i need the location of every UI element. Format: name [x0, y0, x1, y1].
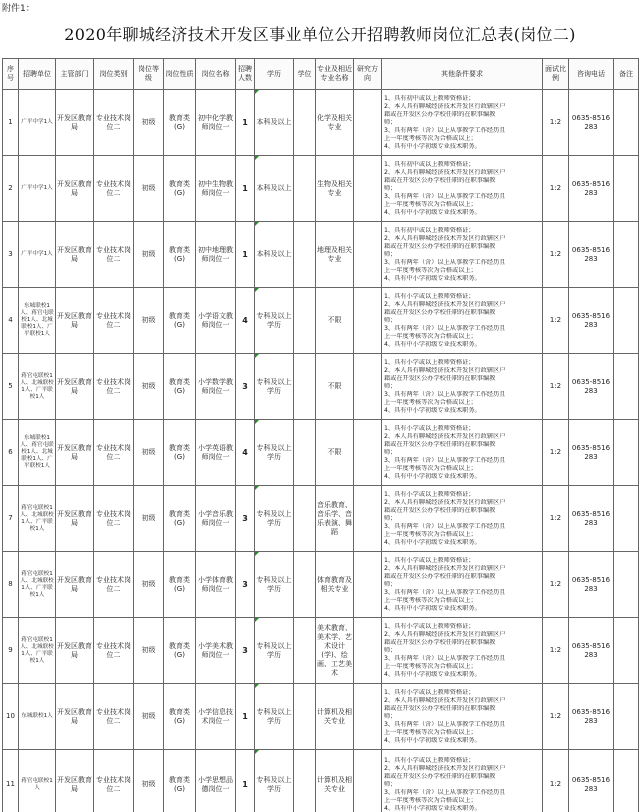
- hiring-unit-cell: 广平中学1人: [19, 156, 56, 222]
- hire-count-cell: 3: [236, 354, 255, 420]
- recruitment-table: [2, 58, 639, 812]
- requirement-line: 上一年度考核等次为合格或以上；: [384, 398, 477, 406]
- hire-count-cell: 1: [236, 156, 255, 222]
- requirement-line: 师；: [384, 514, 397, 522]
- hire-count-cell: 4: [236, 420, 255, 486]
- phone-cell: 0635-8516283: [569, 222, 614, 288]
- header-cell: 研究方向: [354, 59, 382, 90]
- header-cell: 学位: [294, 59, 316, 90]
- research-direction-cell: [354, 618, 382, 684]
- table-row: [3, 288, 639, 354]
- hiring-unit-cell: 蒋官屯联校1人: [19, 750, 56, 812]
- post-level-cell: 初级: [134, 354, 164, 420]
- interview-ratio-cell: 1:2: [543, 618, 569, 684]
- header-cell: 主管部门: [56, 59, 94, 90]
- requirement-line: 3、具有两年（含）以上从事教学工作经历且: [384, 258, 506, 266]
- post-name-cell: 小学语文教师岗位一: [196, 288, 236, 354]
- requirement-line: 4、具有中小学初级专业技术职务。: [384, 274, 481, 282]
- major-cell: 不限: [316, 354, 354, 420]
- header-cell: 岗位名称: [196, 59, 236, 90]
- requirement-line: 2、本人具有聊城经济技术开发区行政辖区户: [384, 234, 506, 242]
- requirement-line: 上一年度考核等次为合格或以上；: [384, 530, 477, 538]
- degree-cell: [294, 288, 316, 354]
- hire-count-cell: 1: [236, 684, 255, 750]
- requirement-line: 籍或在开发区公办学校任职的在职事编教: [384, 704, 496, 712]
- major-cell: 生物及相关专业: [316, 156, 354, 222]
- requirement-line: 3、具有两年（含）以上从事教学工作经历且: [384, 324, 506, 332]
- requirements-cell: [382, 90, 543, 156]
- research-direction-cell: [354, 222, 382, 288]
- degree-cell: [294, 684, 316, 750]
- post-level-cell: 初级: [134, 750, 164, 812]
- phone-cell: 0635-8516283: [569, 750, 614, 812]
- interview-ratio-cell: 1:2: [543, 90, 569, 156]
- degree-cell: [294, 618, 316, 684]
- requirement-line: 师；: [384, 646, 397, 654]
- hiring-unit-cell: 东城联校1人、蒋官屯联校1人、北城联校1人、广平联校1人: [19, 288, 56, 354]
- requirement-line: 1、具有初中或以上教师资格证；: [384, 94, 475, 102]
- requirements-cell: [382, 420, 543, 486]
- post-category-cell: 专业技术岗位二: [94, 618, 134, 684]
- interview-ratio-cell: 1:2: [543, 684, 569, 750]
- education-cell: 本科及以上: [255, 222, 294, 288]
- document-title: 2020年聊城经济技术开发区事业单位公开招聘教师岗位汇总表(岗位二): [64, 25, 576, 44]
- requirement-line: 4、具有中小学初级专业技术职务。: [384, 142, 481, 150]
- research-direction-cell: [354, 750, 382, 812]
- hire-count-cell: 3: [236, 552, 255, 618]
- requirement-line: 师；: [384, 448, 397, 456]
- note-cell: [614, 552, 639, 618]
- requirement-line: 4、具有中小学初级专业技术职务。: [384, 736, 481, 744]
- post-level-cell: 初级: [134, 618, 164, 684]
- post-nature-cell: 教育类(G): [164, 618, 196, 684]
- requirement-line: 1、具有小学或以上教师资格证；: [384, 756, 475, 764]
- post-category-cell: 专业技术岗位二: [94, 156, 134, 222]
- research-direction-cell: [354, 90, 382, 156]
- department-cell: 开发区教育局: [56, 684, 94, 750]
- annex-label: 附件1：: [2, 4, 35, 14]
- hiring-unit-cell: 广平中学1人: [19, 222, 56, 288]
- department-cell: 开发区教育局: [56, 486, 94, 552]
- table-row: [3, 222, 639, 288]
- hiring-unit-cell: 东城联校1人、蒋官屯联校1人、北城联校1人、广平联校1人: [19, 420, 56, 486]
- phone-cell: 0635-8516283: [569, 354, 614, 420]
- requirement-line: 师；: [384, 780, 397, 788]
- department-cell: 开发区教育局: [56, 222, 94, 288]
- note-cell: [614, 618, 639, 684]
- phone-cell: 0635-8516283: [569, 420, 614, 486]
- hiring-unit-cell: 蒋官屯联校1人、北城联校1人、广平联校1人: [19, 552, 56, 618]
- department-cell: 开发区教育局: [56, 90, 94, 156]
- requirement-line: 上一年度考核等次为合格或以上；: [384, 200, 477, 208]
- requirement-line: 2、本人具有聊城经济技术开发区行政辖区户: [384, 102, 506, 110]
- phone-cell: 0635-8516283: [569, 486, 614, 552]
- requirement-line: 上一年度考核等次为合格或以上；: [384, 796, 477, 804]
- post-name-cell: 初中化学教师岗位一: [196, 90, 236, 156]
- requirement-line: 1、具有初中或以上教师资格证；: [384, 226, 475, 234]
- header-cell: 其他条件要求: [382, 59, 543, 90]
- department-cell: 开发区教育局: [56, 354, 94, 420]
- table-row: [3, 552, 639, 618]
- requirement-line: 2、本人具有聊城经济技术开发区行政辖区户: [384, 300, 506, 308]
- requirement-line: 籍或在开发区公办学校任职的在职事编教: [384, 572, 496, 580]
- requirement-line: 3、具有两年（含）以上从事教学工作经历且: [384, 126, 506, 134]
- post-level-cell: 初级: [134, 486, 164, 552]
- post-category-cell: 专业技术岗位二: [94, 90, 134, 156]
- post-nature-cell: 教育类(G): [164, 222, 196, 288]
- requirement-line: 1、具有小学或以上教师资格证；: [384, 424, 475, 432]
- interview-ratio-cell: 1:2: [543, 354, 569, 420]
- requirement-line: 3、具有两年（含）以上从事教学工作经历且: [384, 654, 506, 662]
- requirement-line: 1、具有小学或以上教师资格证；: [384, 292, 475, 300]
- hiring-unit-cell: 蒋官屯联校1人、北城联校1人、广平联校1人: [19, 486, 56, 552]
- hire-count-cell: 3: [236, 618, 255, 684]
- requirement-line: 4、具有中小学初级专业技术职务。: [384, 538, 481, 546]
- research-direction-cell: [354, 156, 382, 222]
- department-cell: 开发区教育局: [56, 618, 94, 684]
- education-cell: 专科及以上学历: [255, 288, 294, 354]
- research-direction-cell: [354, 684, 382, 750]
- hire-count-cell: 1: [236, 222, 255, 288]
- requirement-line: 3、具有两年（含）以上从事教学工作经历且: [384, 720, 506, 728]
- post-nature-cell: 教育类(G): [164, 90, 196, 156]
- hiring-unit-cell: 蒋官屯联校1人、北城联校1人、广平联校1人: [19, 618, 56, 684]
- education-cell: 专科及以上学历: [255, 684, 294, 750]
- requirement-line: 师；: [384, 250, 397, 258]
- post-name-cell: 初中生物教师岗位一: [196, 156, 236, 222]
- interview-ratio-cell: 1:2: [543, 486, 569, 552]
- row-number-cell: 5: [3, 354, 19, 420]
- header-cell: 岗位类别: [94, 59, 134, 90]
- requirement-line: 3、具有两年（含）以上从事教学工作经历且: [384, 522, 506, 530]
- header-cell: 招聘单位: [19, 59, 56, 90]
- note-cell: [614, 90, 639, 156]
- education-cell: 专科及以上学历: [255, 552, 294, 618]
- requirement-line: 4、具有中小学初级专业技术职务。: [384, 340, 481, 348]
- requirement-line: 上一年度考核等次为合格或以上；: [384, 662, 477, 670]
- requirement-line: 籍或在开发区公办学校任职的在职事编教: [384, 308, 496, 316]
- interview-ratio-cell: 1:2: [543, 750, 569, 812]
- note-cell: [614, 354, 639, 420]
- degree-cell: [294, 420, 316, 486]
- requirement-line: 1、具有小学或以上教师资格证；: [384, 358, 475, 366]
- post-nature-cell: 教育类(G): [164, 354, 196, 420]
- requirement-line: 师；: [384, 712, 397, 720]
- table-row: [3, 618, 639, 684]
- major-cell: 计算机及相关专业: [316, 684, 354, 750]
- requirement-line: 2、本人具有聊城经济技术开发区行政辖区户: [384, 696, 506, 704]
- education-cell: 本科及以上: [255, 156, 294, 222]
- requirement-line: 上一年度考核等次为合格或以上；: [384, 332, 477, 340]
- requirement-line: 3、具有两年（含）以上从事教学工作经历且: [384, 456, 506, 464]
- post-nature-cell: 教育类(G): [164, 684, 196, 750]
- requirement-line: 籍或在开发区公办学校任职的在职事编教: [384, 440, 496, 448]
- requirement-line: 2、本人具有聊城经济技术开发区行政辖区户: [384, 564, 506, 572]
- post-level-cell: 初级: [134, 222, 164, 288]
- requirement-line: 上一年度考核等次为合格或以上；: [384, 464, 477, 472]
- post-level-cell: 初级: [134, 288, 164, 354]
- note-cell: [614, 420, 639, 486]
- hire-count-cell: 3: [236, 486, 255, 552]
- requirement-line: 1、具有小学或以上教师资格证；: [384, 688, 475, 696]
- major-cell: 体育教育及相关专业: [316, 552, 354, 618]
- requirements-cell: [382, 222, 543, 288]
- post-nature-cell: 教育类(G): [164, 750, 196, 812]
- phone-cell: 0635-8516283: [569, 618, 614, 684]
- phone-cell: 0635-8516283: [569, 288, 614, 354]
- post-level-cell: 初级: [134, 156, 164, 222]
- post-name-cell: 小学思想品德岗位一: [196, 750, 236, 812]
- post-name-cell: 小学数学教师岗位一: [196, 354, 236, 420]
- header-cell: 备注: [614, 59, 639, 90]
- table-row: [3, 486, 639, 552]
- note-cell: [614, 684, 639, 750]
- post-category-cell: 专业技术岗位二: [94, 750, 134, 812]
- research-direction-cell: [354, 486, 382, 552]
- post-category-cell: 专业技术岗位二: [94, 222, 134, 288]
- degree-cell: [294, 552, 316, 618]
- requirement-line: 上一年度考核等次为合格或以上；: [384, 266, 477, 274]
- phone-cell: 0635-8516283: [569, 90, 614, 156]
- requirement-line: 籍或在开发区公办学校任职的在职事编教: [384, 506, 496, 514]
- degree-cell: [294, 486, 316, 552]
- major-cell: 计算机及相关专业: [316, 750, 354, 812]
- hiring-unit-cell: 东城联校1人: [19, 684, 56, 750]
- requirement-line: 师；: [384, 580, 397, 588]
- degree-cell: [294, 156, 316, 222]
- post-level-cell: 初级: [134, 684, 164, 750]
- interview-ratio-cell: 1:2: [543, 288, 569, 354]
- phone-cell: 0635-8516283: [569, 684, 614, 750]
- department-cell: 开发区教育局: [56, 420, 94, 486]
- table-row: [3, 90, 639, 156]
- research-direction-cell: [354, 552, 382, 618]
- research-direction-cell: [354, 420, 382, 486]
- requirements-cell: [382, 354, 543, 420]
- requirements-cell: [382, 618, 543, 684]
- education-cell: 专科及以上学历: [255, 420, 294, 486]
- note-cell: [614, 222, 639, 288]
- header-cell: 序号: [3, 59, 19, 90]
- table-row: [3, 420, 639, 486]
- row-number-cell: 3: [3, 222, 19, 288]
- post-name-cell: 小学音乐教师岗位一: [196, 486, 236, 552]
- post-category-cell: 专业技术岗位二: [94, 354, 134, 420]
- post-name-cell: 小学信息技术岗位一: [196, 684, 236, 750]
- degree-cell: [294, 354, 316, 420]
- requirement-line: 籍或在开发区公办学校任职的在职事编教: [384, 176, 496, 184]
- post-nature-cell: 教育类(G): [164, 486, 196, 552]
- note-cell: [614, 288, 639, 354]
- row-number-cell: 6: [3, 420, 19, 486]
- post-name-cell: 小学英语教师岗位一: [196, 420, 236, 486]
- interview-ratio-cell: 1:2: [543, 420, 569, 486]
- post-category-cell: 专业技术岗位二: [94, 486, 134, 552]
- requirement-line: 3、具有两年（含）以上从事教学工作经历且: [384, 390, 506, 398]
- research-direction-cell: [354, 288, 382, 354]
- table-header-row: [3, 59, 639, 90]
- post-level-cell: 初级: [134, 90, 164, 156]
- requirements-cell: [382, 486, 543, 552]
- note-cell: [614, 156, 639, 222]
- requirement-line: 籍或在开发区公办学校任职的在职事编教: [384, 638, 496, 646]
- requirement-line: 4、具有中小学初级专业技术职务。: [384, 208, 481, 216]
- note-cell: [614, 486, 639, 552]
- row-number-cell: 11: [3, 750, 19, 812]
- requirement-line: 4、具有中小学初级专业技术职务。: [384, 670, 481, 678]
- requirement-line: 1、具有初中或以上教师资格证；: [384, 160, 475, 168]
- phone-cell: 0635-8516283: [569, 552, 614, 618]
- education-cell: 专科及以上学历: [255, 618, 294, 684]
- research-direction-cell: [354, 354, 382, 420]
- table-row: [3, 156, 639, 222]
- requirements-cell: [382, 750, 543, 812]
- requirement-line: 师；: [384, 118, 397, 126]
- table-row: [3, 684, 639, 750]
- requirement-line: 2、本人具有聊城经济技术开发区行政辖区户: [384, 432, 506, 440]
- post-category-cell: 专业技术岗位二: [94, 288, 134, 354]
- requirement-line: 4、具有中小学初级专业技术职务。: [384, 406, 481, 414]
- requirements-cell: [382, 552, 543, 618]
- hire-count-cell: 4: [236, 288, 255, 354]
- hire-count-cell: 1: [236, 750, 255, 812]
- degree-cell: [294, 90, 316, 156]
- row-number-cell: 10: [3, 684, 19, 750]
- row-number-cell: 2: [3, 156, 19, 222]
- requirement-line: 2、本人具有聊城经济技术开发区行政辖区户: [384, 630, 506, 638]
- requirement-line: 1、具有小学或以上教师资格证；: [384, 556, 475, 564]
- post-name-cell: 小学美术教师岗位一: [196, 618, 236, 684]
- interview-ratio-cell: 1:2: [543, 552, 569, 618]
- header-cell: 专业及相近专业名称: [316, 59, 354, 90]
- post-category-cell: 专业技术岗位二: [94, 420, 134, 486]
- major-cell: 不限: [316, 288, 354, 354]
- header-cell: 招聘人数: [236, 59, 255, 90]
- header-cell: 学历: [255, 59, 294, 90]
- header-cell: 岗位等级: [134, 59, 164, 90]
- requirement-line: 籍或在开发区公办学校任职的在职事编教: [384, 772, 496, 780]
- requirement-line: 4、具有中小学初级专业技术职务。: [384, 472, 481, 480]
- requirement-line: 1、具有小学或以上教师资格证；: [384, 622, 475, 630]
- post-level-cell: 初级: [134, 420, 164, 486]
- header-cell: 咨询电话: [569, 59, 614, 90]
- requirement-line: 2、本人具有聊城经济技术开发区行政辖区户: [384, 764, 506, 772]
- major-cell: 美术教育、美术学、艺术设计(学)、绘画、工艺美术: [316, 618, 354, 684]
- department-cell: 开发区教育局: [56, 552, 94, 618]
- requirements-cell: [382, 288, 543, 354]
- requirement-line: 师；: [384, 184, 397, 192]
- education-cell: 专科及以上学历: [255, 354, 294, 420]
- post-nature-cell: 教育类(G): [164, 420, 196, 486]
- note-cell: [614, 750, 639, 812]
- hiring-unit-cell: 蒋官屯联校1人、北城联校1人、广平联校1人: [19, 354, 56, 420]
- table-body: [3, 90, 639, 812]
- requirement-line: 师；: [384, 316, 397, 324]
- post-nature-cell: 教育类(G): [164, 156, 196, 222]
- header-cell: 岗位性质: [164, 59, 196, 90]
- education-cell: 专科及以上学历: [255, 750, 294, 812]
- post-category-cell: 专业技术岗位二: [94, 684, 134, 750]
- post-nature-cell: 教育类(G): [164, 288, 196, 354]
- requirements-cell: [382, 156, 543, 222]
- phone-cell: 0635-8516283: [569, 156, 614, 222]
- requirement-line: 籍或在开发区公办学校任职的在职事编教: [384, 110, 496, 118]
- row-number-cell: 8: [3, 552, 19, 618]
- education-cell: 专科及以上学历: [255, 486, 294, 552]
- requirement-line: 上一年度考核等次为合格或以上；: [384, 596, 477, 604]
- requirement-line: 籍或在开发区公办学校任职的在职事编教: [384, 242, 496, 250]
- requirement-line: 师；: [384, 382, 397, 390]
- requirements-cell: [382, 684, 543, 750]
- department-cell: 开发区教育局: [56, 156, 94, 222]
- requirement-line: 上一年度考核等次为合格或以上；: [384, 728, 477, 736]
- requirement-line: 2、本人具有聊城经济技术开发区行政辖区户: [384, 498, 506, 506]
- department-cell: 开发区教育局: [56, 750, 94, 812]
- interview-ratio-cell: 1:2: [543, 222, 569, 288]
- requirement-line: 3、具有两年（含）以上从事教学工作经历且: [384, 788, 506, 796]
- row-number-cell: 4: [3, 288, 19, 354]
- table-row: [3, 354, 639, 420]
- major-cell: 不限: [316, 420, 354, 486]
- post-category-cell: 专业技术岗位二: [94, 552, 134, 618]
- row-number-cell: 9: [3, 618, 19, 684]
- hiring-unit-cell: 广平中学1人: [19, 90, 56, 156]
- degree-cell: [294, 222, 316, 288]
- major-cell: 音乐教育、音乐学、音乐表演、舞蹈: [316, 486, 354, 552]
- major-cell: 地理及相关专业: [316, 222, 354, 288]
- department-cell: 开发区教育局: [56, 288, 94, 354]
- interview-ratio-cell: 1:2: [543, 156, 569, 222]
- hire-count-cell: 1: [236, 90, 255, 156]
- requirement-line: 3、具有两年（含）以上从事教学工作经历且: [384, 192, 506, 200]
- post-name-cell: 初中地理教师岗位一: [196, 222, 236, 288]
- education-cell: 本科及以上: [255, 90, 294, 156]
- header-cell: 面试比例: [543, 59, 569, 90]
- post-level-cell: 初级: [134, 552, 164, 618]
- degree-cell: [294, 750, 316, 812]
- requirement-line: 3、具有两年（含）以上从事教学工作经历且: [384, 588, 506, 596]
- post-nature-cell: 教育类(G): [164, 552, 196, 618]
- requirement-line: 1、具有小学或以上教师资格证；: [384, 490, 475, 498]
- table-row: [3, 750, 639, 812]
- requirement-line: 籍或在开发区公办学校任职的在职事编教: [384, 374, 496, 382]
- requirement-line: 2、本人具有聊城经济技术开发区行政辖区户: [384, 366, 506, 374]
- requirement-line: 4、具有中小学初级专业技术职务。: [384, 604, 481, 612]
- requirement-line: 上一年度考核等次为合格或以上；: [384, 134, 477, 142]
- requirement-line: 4、具有中小学初级专业技术职务。: [384, 804, 481, 812]
- major-cell: 化学及相关专业: [316, 90, 354, 156]
- row-number-cell: 7: [3, 486, 19, 552]
- requirement-line: 2、本人具有聊城经济技术开发区行政辖区户: [384, 168, 506, 176]
- post-name-cell: 小学体育教师岗位一: [196, 552, 236, 618]
- row-number-cell: 1: [3, 90, 19, 156]
